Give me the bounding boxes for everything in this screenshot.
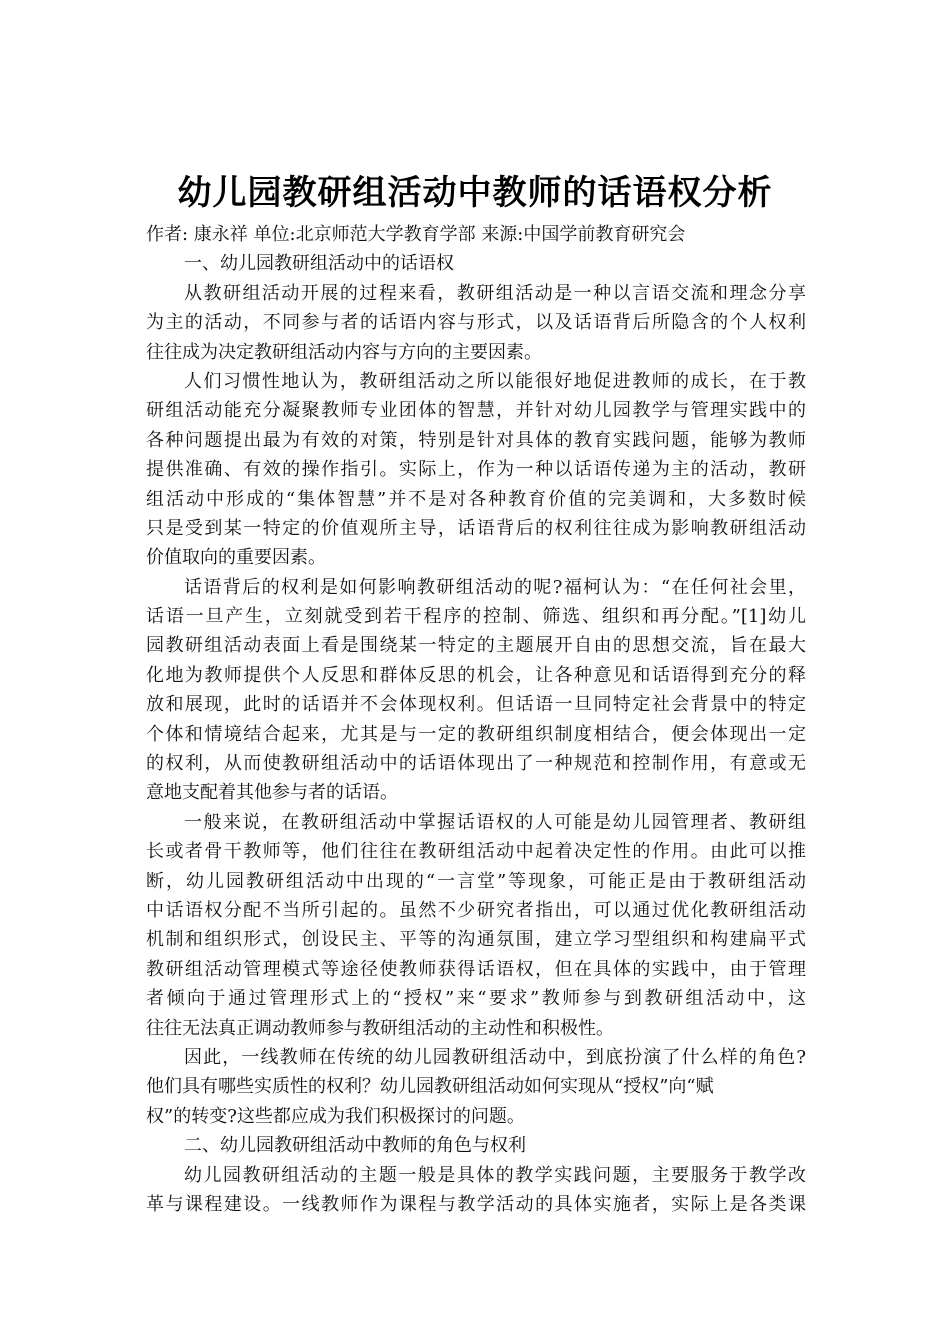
paragraph-line: 价值取向的重要因素。 — [146, 547, 326, 569]
paragraph-line: 权”的转变?这些都应成为我们积极探讨的问题。 — [146, 1105, 525, 1127]
paragraph-line: 意地支配着其他参与者的话语。 — [146, 782, 398, 804]
section-heading-2: 二、幼儿园教研组活动中教师的角色与权利 — [184, 1135, 526, 1157]
paragraph-4 — [146, 808, 806, 1043]
paragraph-line: 放和展现，此时的话语并不会体现权利。但话语一旦同特定社会背景中的特定 — [146, 694, 806, 716]
paragraph-line: 话语一旦产生，立刻就受到若干程序的控制、筛选、组织和再分配。”[1]幼儿 — [146, 606, 806, 628]
paragraph-line: 往往成为决定教研组活动内容与方向的主要因素。 — [146, 341, 542, 363]
paragraph-line: 往往无法真正调动教师参与教研组活动的主动性和积极性。 — [146, 1017, 614, 1039]
paragraph-line: 提供准确、有效的操作指引。实际上，作为一种以话语传递为主的活动，教研 — [146, 459, 806, 481]
paragraph-line: 因此，一线教师在传统的幼儿园教研组活动中，到底扮演了什么样的角色? — [184, 1046, 806, 1068]
author-meta-line: 作者: 康永祥 单位:北京师范大学教育学部 来源:中国学前教育研究会 — [146, 224, 686, 245]
paragraph-line: 他们具有哪些实质性的权利？幼儿园教研组活动如何实现从“授权”向“赋 — [146, 1076, 714, 1098]
paragraph-line: 研组活动能充分凝聚教师专业团体的智慧，并针对幼儿园教学与管理实践中的 — [146, 400, 806, 422]
paragraph-line: 话语背后的权利是如何影响教研组活动的呢?福柯认为：“在任何社会里， — [184, 576, 806, 598]
paragraph-line: 机制和组织形式，创设民主、平等的沟通氛围，建立学习型组织和构建扁平式 — [146, 929, 806, 951]
paragraph-2 — [146, 367, 806, 573]
paragraph-line: 为主的活动，不同参与者的话语内容与形式，以及话语背后所隐含的个人权利 — [146, 312, 806, 334]
paragraph-line: 只是受到某一特定的价值观所主导，话语背后的权利往往成为影响教研组活动 — [146, 517, 806, 539]
paragraph-line: 革与课程建设。一线教师作为课程与教学活动的具体实施者，实际上是各类课 — [146, 1193, 806, 1215]
paragraph-line: 者倾向于通过管理形式上的“授权”来“要求”教师参与到教研组活动中，这 — [146, 988, 806, 1010]
paragraph-line: 长或者骨干教师等，他们往往在教研组活动中起着决定性的作用。由此可以推 — [146, 841, 806, 863]
paragraph-line: 的权利，从而使教研组活动中的话语体现出了一种规范和控制作用，有意或无 — [146, 753, 806, 775]
paragraph-line: 断，幼儿园教研组活动中出现的“一言堂”等现象，可能正是由于教研组活动 — [146, 870, 806, 892]
paragraph-6 — [146, 1161, 806, 1220]
paragraph-line: 个体和情境结合起来，尤其是与一定的教研组织制度相结合，便会体现出一定 — [146, 723, 806, 745]
document-title: 幼儿园教研组活动中教师的话语权分析 — [177, 173, 773, 213]
paragraph-line: 幼儿园教研组活动的主题一般是具体的教学实践问题，主要服务于教学改 — [184, 1164, 806, 1186]
paragraph-1 — [146, 279, 806, 367]
paragraph-line: 一般来说，在教研组活动中掌握话语权的人可能是幼儿园管理者、教研组 — [184, 811, 806, 833]
document-body — [146, 220, 806, 1219]
paragraph-line: 园教研组活动表面上看是围绕某一特定的主题展开自由的思想交流，旨在最大 — [146, 635, 806, 657]
paragraph-5 — [146, 1043, 806, 1131]
section-heading-1: 一、幼儿园教研组活动中的话语权 — [184, 253, 454, 275]
paragraph-line: 人们习惯性地认为，教研组活动之所以能很好地促进教师的成长，在于教 — [184, 370, 806, 392]
paragraph-line: 教研组活动管理模式等途径使教师获得话语权，但在具体的实践中，由于管理 — [146, 958, 806, 980]
paragraph-line: 化地为教师提供个人反思和群体反思的机会，让各种意见和话语得到充分的释 — [146, 664, 806, 686]
paragraph-line: 中话语权分配不当所引起的。虽然不少研究者指出，可以通过优化教研组活动 — [146, 899, 806, 921]
paragraph-line: 各种问题提出最为有效的对策，特别是针对具体的教育实践问题，能够为教师 — [146, 429, 806, 451]
paragraph-line: 从教研组活动开展的过程来看，教研组活动是一种以言语交流和理念分享 — [184, 282, 806, 304]
paragraph-3 — [146, 573, 806, 808]
paragraph-line: 组活动中形成的“集体智慧”并不是对各种教育价值的完美调和，大多数时候 — [146, 488, 806, 510]
